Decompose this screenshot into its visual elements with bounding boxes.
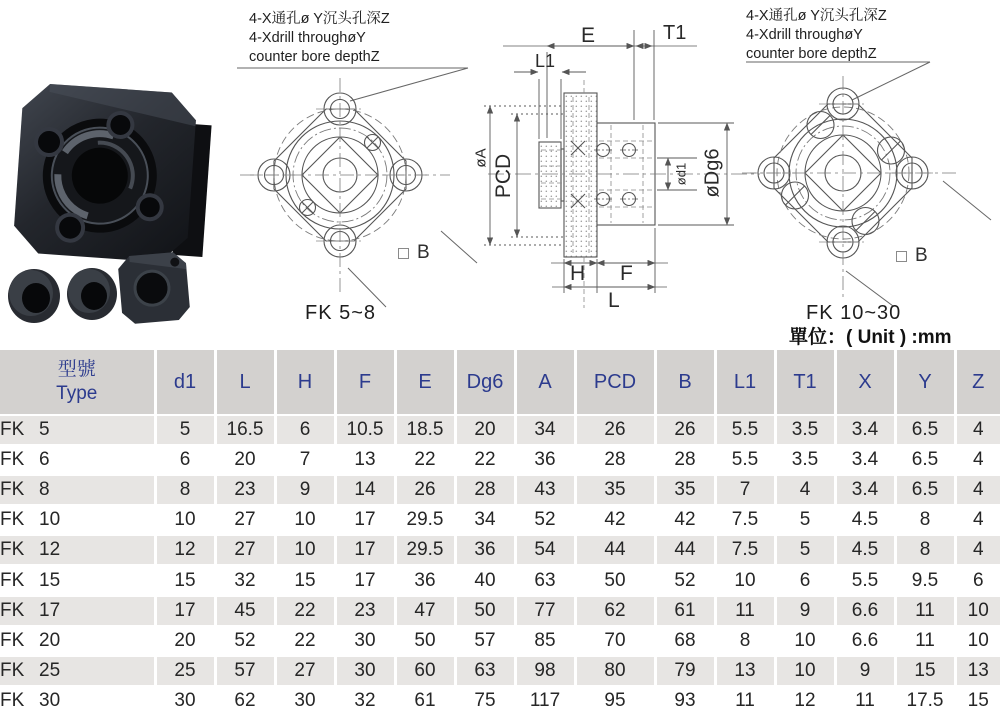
model-cell — [0, 505, 155, 535]
dim-label-PCD: PCD — [492, 153, 515, 199]
table-cell: 5 — [775, 535, 835, 565]
table-cell: 4 — [955, 415, 1000, 445]
table-cell: 61 — [655, 596, 715, 626]
table-cell: 32 — [335, 686, 395, 715]
table-cell: 45 — [215, 596, 275, 626]
table-cell: 4.5 — [835, 505, 895, 535]
table-cell: 61 — [395, 686, 455, 715]
table-cell: 10 — [955, 596, 1000, 626]
table-cell: 6.6 — [835, 626, 895, 656]
table-cell: 28 — [455, 475, 515, 505]
dim-label-H: H — [570, 262, 586, 285]
table-cell: 62 — [575, 596, 655, 626]
table-cell: 3.4 — [835, 445, 895, 475]
table-cell: 80 — [575, 656, 655, 686]
table-cell: 26 — [575, 415, 655, 445]
table-cell: 8 — [895, 505, 955, 535]
model-prefix: FK — [0, 539, 25, 561]
table-cell: 79 — [655, 656, 715, 686]
dim-label-dia-d1: ød1 — [673, 162, 689, 186]
model-cell — [0, 686, 155, 715]
column-header-type — [0, 350, 155, 415]
table-cell: 50 — [575, 565, 655, 595]
column-header-T1: T1 — [775, 350, 835, 415]
model-size: 20 — [39, 629, 61, 651]
table-cell: 5.5 — [835, 565, 895, 595]
model-cell — [0, 445, 155, 475]
table-cell: 23 — [335, 596, 395, 626]
annotation-line: 4-X通孔ø Y沉头孔深Z — [746, 8, 887, 24]
table-cell: 9 — [835, 656, 895, 686]
table-cell: 6.5 — [895, 415, 955, 445]
column-header-B: B — [655, 350, 715, 415]
caption-fk5-8: FK 5~8 — [305, 302, 377, 324]
unit-note: 單位：( Unit ) :mm — [789, 327, 952, 348]
model-cell — [0, 596, 155, 626]
table-cell: 12 — [775, 686, 835, 715]
column-header-d1: d1 — [155, 350, 215, 415]
table-cell: 42 — [575, 505, 655, 535]
table-cell: 52 — [515, 505, 575, 535]
front-view-large — [742, 62, 991, 306]
b-label: B — [417, 242, 430, 263]
column-header-Dg6: Dg6 — [455, 350, 515, 415]
table-cell: 30 — [335, 626, 395, 656]
table-cell: 47 — [395, 596, 455, 626]
table-cell: 6.5 — [895, 475, 955, 505]
dim-label-L1: L1 — [535, 51, 556, 71]
table-cell: 28 — [575, 445, 655, 475]
model-size: 30 — [39, 689, 61, 711]
model-size: 6 — [39, 449, 50, 471]
table-cell: 8 — [895, 535, 955, 565]
table-row — [0, 475, 1000, 505]
table-cell: 22 — [275, 626, 335, 656]
table-cell: 36 — [455, 535, 515, 565]
table-cell: 27 — [275, 656, 335, 686]
table-cell: 54 — [515, 535, 575, 565]
table-cell: 6 — [775, 565, 835, 595]
column-header-Z: Z — [955, 350, 1000, 415]
annotation-right — [746, 7, 887, 64]
column-header-type-en: Type — [56, 383, 98, 404]
dimension-table — [0, 350, 1000, 715]
table-cell: 68 — [655, 626, 715, 656]
annotation-line: 4-X通孔ø Y沉头孔深Z — [249, 11, 390, 27]
table-cell: 10 — [155, 505, 215, 535]
model-cell — [0, 626, 155, 656]
model-cell — [0, 535, 155, 565]
table-cell: 4 — [955, 445, 1000, 475]
model-size: 5 — [39, 419, 50, 441]
table-cell: 11 — [715, 596, 775, 626]
model-prefix: FK — [0, 419, 25, 441]
model-cell — [0, 656, 155, 686]
table-cell: 32 — [215, 565, 275, 595]
table-cell: 4 — [955, 475, 1000, 505]
table-cell: 12 — [155, 535, 215, 565]
table-cell: 43 — [515, 475, 575, 505]
table-cell: 14 — [335, 475, 395, 505]
table-cell: 50 — [455, 596, 515, 626]
table-cell: 7.5 — [715, 535, 775, 565]
table-cell: 30 — [155, 686, 215, 715]
model-size: 12 — [39, 539, 61, 561]
caption-fk10-30: FK 10~30 — [806, 302, 902, 324]
annotation-line: counter bore depthZ — [746, 46, 877, 62]
model-prefix: FK — [0, 569, 25, 591]
table-cell: 85 — [515, 626, 575, 656]
column-header-Y: Y — [895, 350, 955, 415]
table-cell: 22 — [395, 445, 455, 475]
table-row — [0, 686, 1000, 715]
model-size: 8 — [39, 479, 50, 501]
table-cell: 9 — [275, 475, 335, 505]
table-cell: 4 — [955, 505, 1000, 535]
table-cell: 20 — [215, 445, 275, 475]
table-cell: 20 — [455, 415, 515, 445]
b-label: B — [915, 245, 928, 266]
dim-label-L: L — [608, 289, 620, 312]
table-cell: 6 — [155, 445, 215, 475]
model-prefix: FK — [0, 659, 25, 681]
table-header — [0, 350, 1000, 415]
table-cell: 95 — [575, 686, 655, 715]
table-cell: 10.5 — [335, 415, 395, 445]
table-cell: 77 — [515, 596, 575, 626]
dim-label-dia-Dg6: øDg6 — [701, 148, 724, 198]
table-body — [0, 415, 1000, 715]
front-view-small — [237, 68, 477, 307]
table-cell: 6 — [955, 565, 1000, 595]
table-cell: 11 — [895, 626, 955, 656]
table-cell: 26 — [655, 415, 715, 445]
table-row — [0, 535, 1000, 565]
column-header-E: E — [395, 350, 455, 415]
table-cell: 16.5 — [215, 415, 275, 445]
annotation-line: counter bore depthZ — [249, 49, 380, 65]
table-cell: 3.4 — [835, 415, 895, 445]
table-cell: 75 — [455, 686, 515, 715]
table-cell: 22 — [455, 445, 515, 475]
square-symbol — [896, 251, 907, 262]
model-cell — [0, 565, 155, 595]
table-row — [0, 596, 1000, 626]
table-cell: 15 — [955, 686, 1000, 715]
table-cell: 62 — [215, 686, 275, 715]
table-cell: 15 — [895, 656, 955, 686]
table-cell: 9 — [775, 596, 835, 626]
table-cell: 35 — [655, 475, 715, 505]
table-cell: 3.5 — [775, 415, 835, 445]
table-cell: 34 — [455, 505, 515, 535]
model-size: 17 — [39, 599, 61, 621]
table-cell: 10 — [955, 626, 1000, 656]
table-cell: 52 — [215, 626, 275, 656]
table-cell: 3.4 — [835, 475, 895, 505]
column-header-L1: L1 — [715, 350, 775, 415]
table-cell: 34 — [515, 415, 575, 445]
table-cell: 36 — [395, 565, 455, 595]
table-cell: 13 — [715, 656, 775, 686]
table-cell: 6 — [275, 415, 335, 445]
table-cell: 50 — [395, 626, 455, 656]
table-cell: 93 — [655, 686, 715, 715]
table-cell: 8 — [155, 475, 215, 505]
dim-label-F: F — [620, 262, 633, 285]
model-prefix: FK — [0, 479, 25, 501]
column-header-PCD: PCD — [575, 350, 655, 415]
table-cell: 6.5 — [895, 445, 955, 475]
table-cell: 11 — [895, 596, 955, 626]
table-cell: 25 — [155, 656, 215, 686]
model-size: 10 — [39, 509, 61, 531]
table-cell: 20 — [155, 626, 215, 656]
model-cell — [0, 475, 155, 505]
table-cell: 70 — [575, 626, 655, 656]
table-cell: 15 — [155, 565, 215, 595]
table-cell: 6.6 — [835, 596, 895, 626]
table-row — [0, 445, 1000, 475]
table-cell: 10 — [715, 565, 775, 595]
table-cell: 5.5 — [715, 415, 775, 445]
annotation-line: 4-Xdrill throughøY — [249, 30, 366, 46]
b-dimension-tag-large — [896, 245, 928, 267]
table-cell: 35 — [575, 475, 655, 505]
table-cell: 29.5 — [395, 535, 455, 565]
table-cell: 4 — [775, 475, 835, 505]
table-cell: 8 — [715, 626, 775, 656]
table-cell: 98 — [515, 656, 575, 686]
table-cell: 60 — [395, 656, 455, 686]
column-header-A: A — [515, 350, 575, 415]
table-cell: 57 — [215, 656, 275, 686]
table-cell: 13 — [335, 445, 395, 475]
column-header-X: X — [835, 350, 895, 415]
table-cell: 11 — [715, 686, 775, 715]
table-cell: 30 — [275, 686, 335, 715]
table-cell: 17 — [335, 505, 395, 535]
table-cell: 7.5 — [715, 505, 775, 535]
table-cell: 7 — [275, 445, 335, 475]
product-photo — [8, 82, 214, 325]
table-cell: 52 — [655, 565, 715, 595]
table-cell: 10 — [275, 535, 335, 565]
table-cell: 28 — [655, 445, 715, 475]
table-cell: 57 — [455, 626, 515, 656]
model-size: 15 — [39, 569, 61, 591]
table-cell: 10 — [775, 626, 835, 656]
square-symbol — [398, 248, 409, 259]
table-row — [0, 565, 1000, 595]
table-cell: 4 — [955, 535, 1000, 565]
table-row — [0, 505, 1000, 535]
table-cell: 13 — [955, 656, 1000, 686]
dim-label-E: E — [581, 24, 596, 47]
table-row — [0, 415, 1000, 445]
table-header-row — [0, 350, 1000, 415]
table-cell: 7 — [715, 475, 775, 505]
table-cell: 63 — [455, 656, 515, 686]
model-prefix: FK — [0, 689, 25, 711]
table-cell: 63 — [515, 565, 575, 595]
table-cell: 9.5 — [895, 565, 955, 595]
table-cell: 23 — [215, 475, 275, 505]
table-cell: 3.5 — [775, 445, 835, 475]
table-cell: 26 — [395, 475, 455, 505]
square-nut — [117, 251, 191, 325]
table-row — [0, 626, 1000, 656]
annotation-left — [249, 10, 390, 67]
annotation-line: 4-Xdrill throughøY — [746, 27, 863, 43]
table-cell: 22 — [275, 596, 335, 626]
table-cell: 17 — [155, 596, 215, 626]
table-cell: 27 — [215, 535, 275, 565]
table-cell: 27 — [215, 505, 275, 535]
table-cell: 10 — [275, 505, 335, 535]
table-cell: 10 — [775, 656, 835, 686]
dim-label-dia-A: øA — [472, 148, 490, 168]
table-cell: 5 — [775, 505, 835, 535]
column-header-type-zh: 型號 — [57, 359, 96, 380]
column-header-F: F — [335, 350, 395, 415]
b-dimension-tag-small — [398, 242, 430, 264]
table-cell: 17.5 — [895, 686, 955, 715]
table-cell: 44 — [575, 535, 655, 565]
table-cell: 117 — [515, 686, 575, 715]
table-row — [0, 656, 1000, 686]
column-header-L: L — [215, 350, 275, 415]
table-cell: 18.5 — [395, 415, 455, 445]
table-cell: 5 — [155, 415, 215, 445]
table-cell: 17 — [335, 535, 395, 565]
table-cell: 15 — [275, 565, 335, 595]
model-prefix: FK — [0, 599, 25, 621]
model-prefix: FK — [0, 509, 25, 531]
table-cell: 4.5 — [835, 535, 895, 565]
table-cell: 17 — [335, 565, 395, 595]
model-size: 25 — [39, 659, 61, 681]
model-prefix: FK — [0, 449, 25, 471]
model-prefix: FK — [0, 629, 25, 651]
spacer-ring — [8, 269, 60, 323]
spacer-ring-2 — [67, 268, 117, 320]
column-header-H: H — [275, 350, 335, 415]
table-cell: 11 — [835, 686, 895, 715]
dim-label-T1: T1 — [663, 22, 687, 44]
table-cell: 5.5 — [715, 445, 775, 475]
table-cell: 44 — [655, 535, 715, 565]
model-cell — [0, 415, 155, 445]
table-cell: 29.5 — [395, 505, 455, 535]
technical-drawing-area — [0, 0, 1000, 350]
table-cell: 30 — [335, 656, 395, 686]
table-cell: 42 — [655, 505, 715, 535]
table-cell: 36 — [515, 445, 575, 475]
table-cell: 40 — [455, 565, 515, 595]
